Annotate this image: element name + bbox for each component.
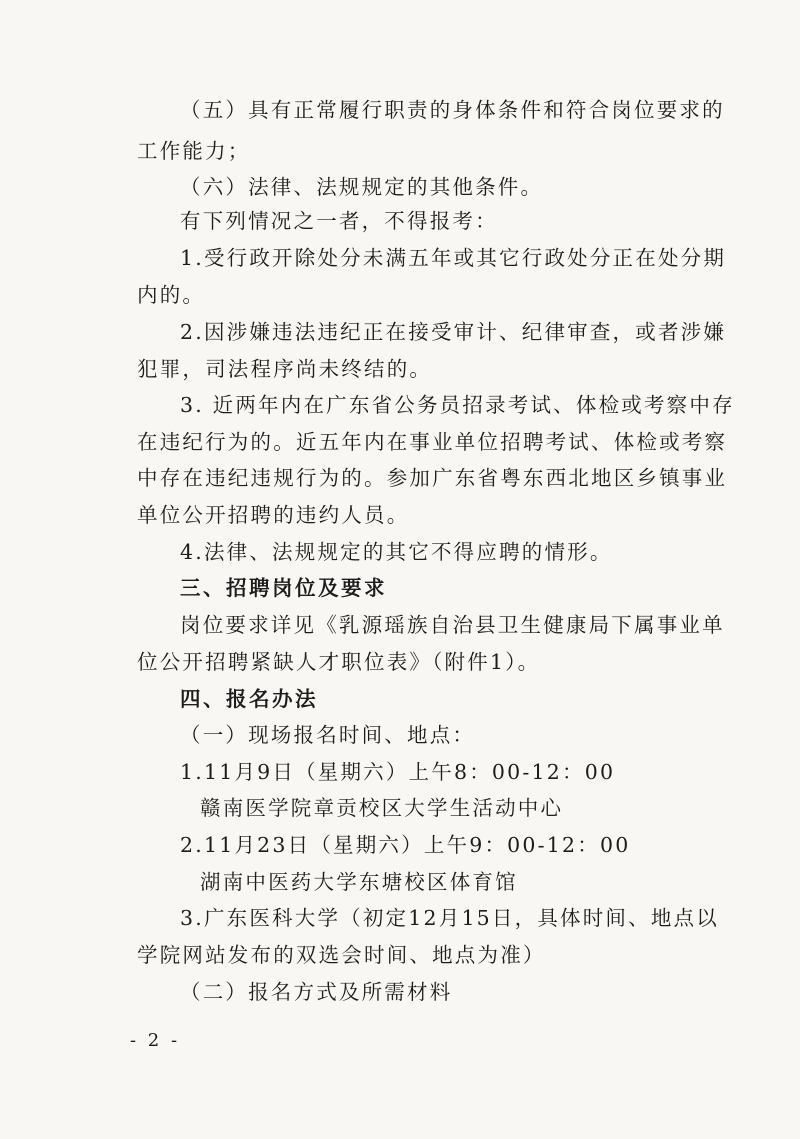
- doc-line: 1.受行政开除处分未满五年或其它行政处分正在处分期: [180, 246, 727, 270]
- doc-line: （二）报名方式及所需材料: [180, 980, 453, 1004]
- doc-line: 湖南中医药大学东塘校区体育馆: [200, 870, 518, 894]
- section-heading: 三、招聘岗位及要求: [180, 576, 387, 600]
- page-number: - 2 -: [130, 1030, 181, 1051]
- doc-line: 犯罪，司法程序尚未终结的。: [137, 357, 433, 381]
- doc-line: （五）具有正常履行职责的身体条件和符合岗位要求的: [180, 98, 725, 122]
- doc-line: 单位公开招聘的违约人员。: [137, 503, 410, 527]
- doc-line: 位公开招聘紧缺人才职位表》（附件1）。: [137, 650, 541, 674]
- doc-line: 有下列情况之一者，不得报考：: [180, 209, 498, 233]
- doc-line: 3.广东医科大学（初定12月15日，具体时间、地点以: [180, 906, 719, 930]
- doc-line: 工作能力；: [137, 139, 251, 163]
- doc-line: 在违纪行为的。近五年内在事业单位招聘考试、体检或考察: [137, 430, 728, 454]
- doc-line: （六）法律、法规规定的其他条件。: [180, 175, 544, 199]
- doc-line: 2.11月23日（星期六）上午9：00-12：00: [180, 833, 631, 857]
- doc-line: 3. 近两年内在广东省公务员招录考试、体检或考察中存: [180, 393, 735, 417]
- doc-line: 4.法律、法规规定的其它不得应聘的情形。: [180, 540, 613, 564]
- doc-line: 1.11月9日（星期六）上午8：00-12：00: [180, 760, 616, 784]
- section-heading: 四、报名办法: [180, 687, 318, 711]
- doc-line: 赣南医学院章贡校区大学生活动中心: [200, 796, 564, 820]
- doc-line: 岗位要求详见《乳源瑶族自治县卫生健康局下属事业单: [180, 613, 725, 637]
- doc-line: 2.因涉嫌违法违纪正在接受审计、纪律审查，或者涉嫌: [180, 320, 727, 344]
- doc-line: （一）现场报名时间、地点：: [180, 723, 476, 747]
- doc-line: 中存在违纪违规行为的。参加广东省粤东西北地区乡镇事业: [137, 466, 728, 490]
- doc-line: 内的。: [137, 283, 206, 307]
- doc-line: 学院网站发布的双选会时间、地点为准）: [137, 943, 546, 967]
